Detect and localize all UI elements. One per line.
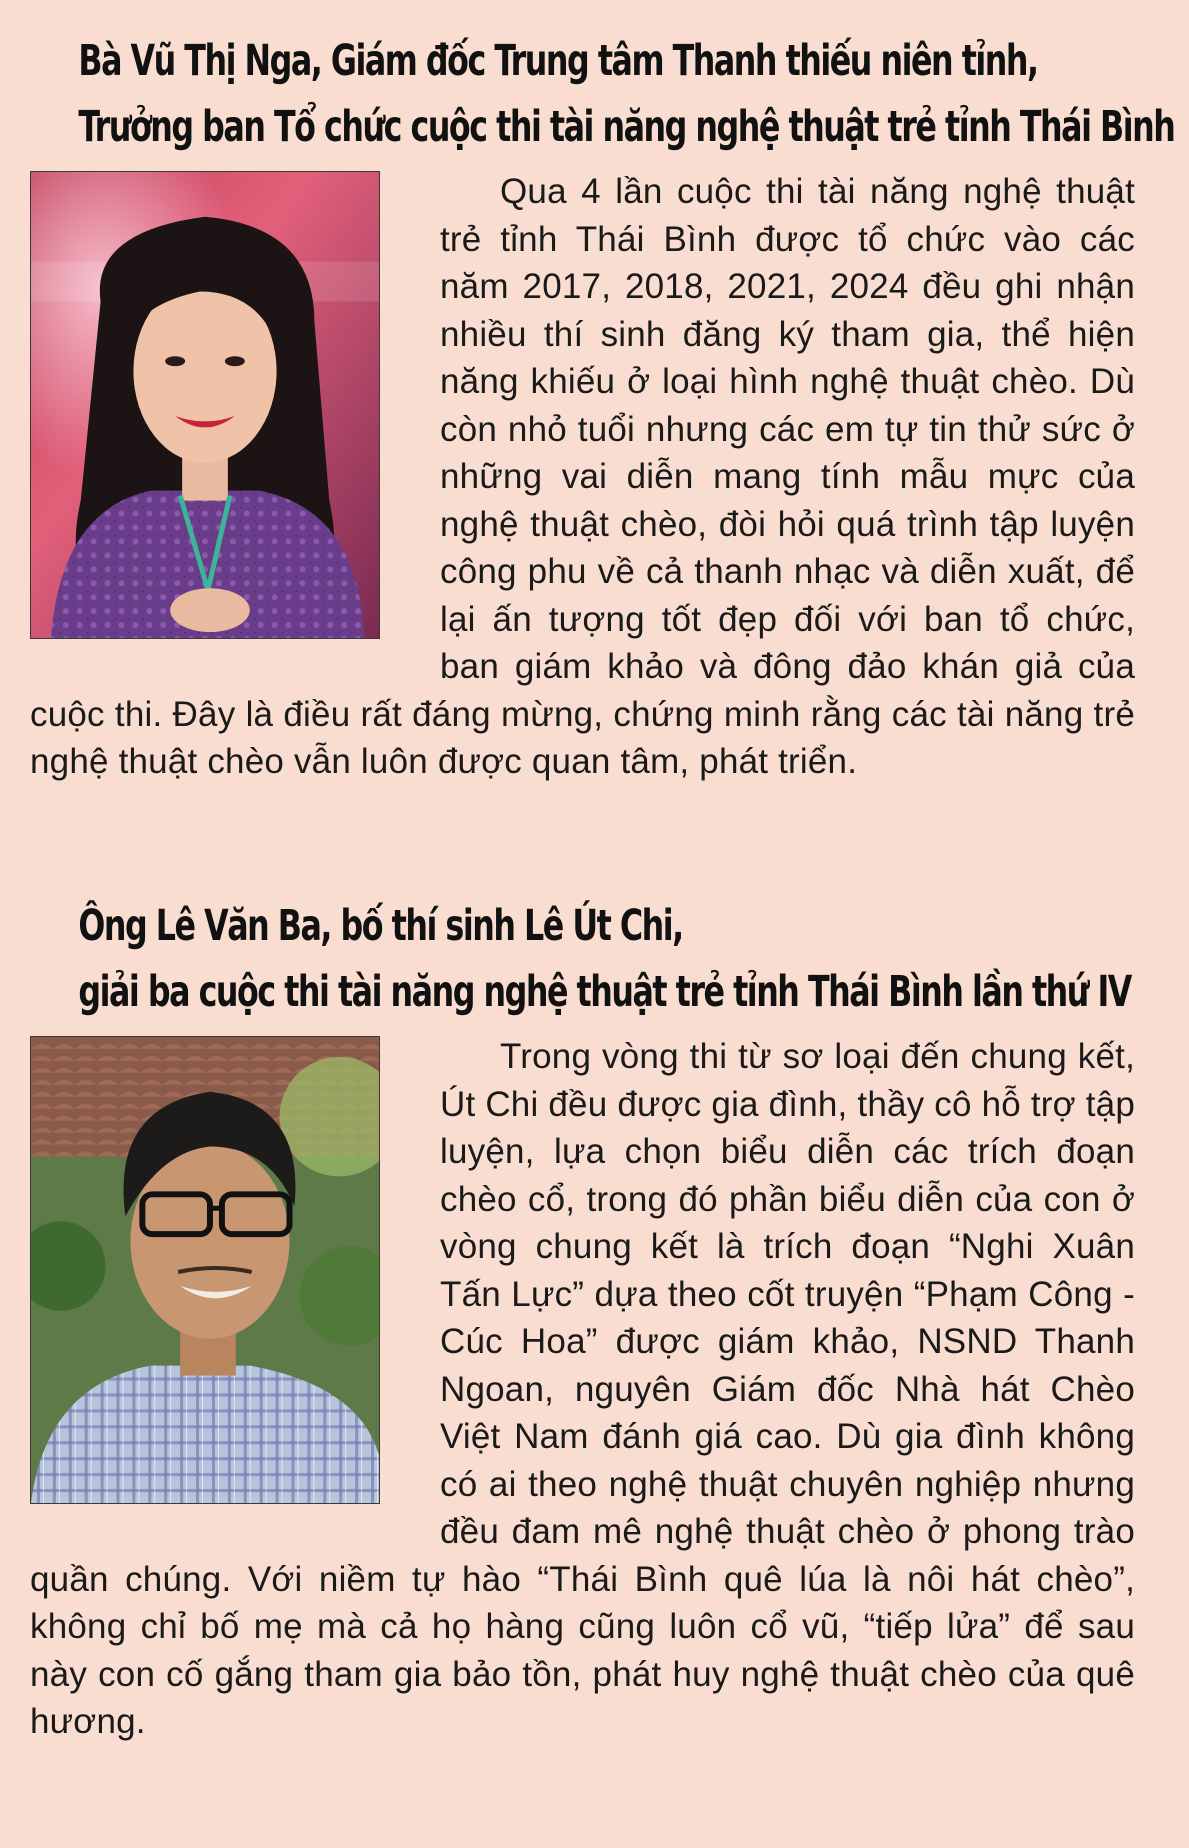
portrait-photo-man (30, 1036, 380, 1504)
section-interview-2 (30, 893, 1135, 1746)
heading-line-2: giải ba cuộc thi tài năng nghệ thuật trẻ tỉnh Thái Bình lần thứ IV (78, 967, 1131, 1017)
heading-line-1: Bà Vũ Thị Nga, Giám đốc Trung tâm Thanh thiếu niên tỉnh, (78, 36, 1038, 86)
portrait-woman-illustration (31, 172, 379, 638)
article-body (30, 1033, 1135, 1746)
article-paragraph: Qua 4 lần cuộc thi tài năng nghệ thuật trẻ tỉnh Thái Bình được tổ chức vào các năm 2017, 2018, 2021, 2024 đều ghi nhận nhiều thí sinh đăng ký tham gia, thể hiện năng khiếu ở loại hình nghệ thuật chèo. Dù còn nhỏ tuổi nhưng các em tự tin thử sức ở những vai diễn mang tính mẫu mực của nghệ thuật chèo, đòi hỏi quá trình tập luyện công phu về cả thanh nhạc và diễn xuất, để lại ấn tượng tốt đẹp đối với ban tổ chức, ban giám khảo và đông đảo khán giả của cuộc thi. Đây là điều rất đáng mừng, chứng minh rằng các tài năng trẻ nghệ thuật chèo vẫn luôn được quan tâm, phát triển. (30, 172, 1135, 781)
heading-line-2: Trưởng ban Tổ chức cuộc thi tài năng nghệ thuật trẻ tỉnh Thái Bình (78, 102, 1175, 152)
heading-line-1: Ông Lê Văn Ba, bố thí sinh Lê Út Chi, (78, 901, 683, 951)
portrait-man-illustration (31, 1037, 379, 1503)
portrait-photo-woman (30, 171, 380, 639)
article-paragraph: Trong vòng thi từ sơ loại đến chung kết, Út Chi đều được gia đình, thầy cô hỗ trợ tập luyện, lựa chọn biểu diễn các trích đoạn chèo cổ, trong đó phần biểu diễn của con ở vòng chung kết là trích đoạn “Nghi Xuân Tấn Lực” dựa theo cốt truyện “Phạm Công - Cúc Hoa” được giám khảo, NSND Thanh Ngoan, nguyên Giám đốc Nhà hát Chèo Việt Nam đánh giá cao. Dù gia đình không có ai theo nghệ thuật chuyên nghiệp nhưng đều đam mê nghệ thuật chèo ở phong trào quần chúng. Với niềm tự hào “Thái Bình quê lúa là nôi hát chèo”, không chỉ bố mẹ mà cả họ hàng cũng luôn cổ vũ, “tiếp lửa” để sau này con cố gắng tham gia bảo tồn, phát huy nghệ thuật chèo của quê hương. (30, 1037, 1135, 1741)
article-body (30, 168, 1135, 786)
section-interview-1 (30, 28, 1175, 786)
